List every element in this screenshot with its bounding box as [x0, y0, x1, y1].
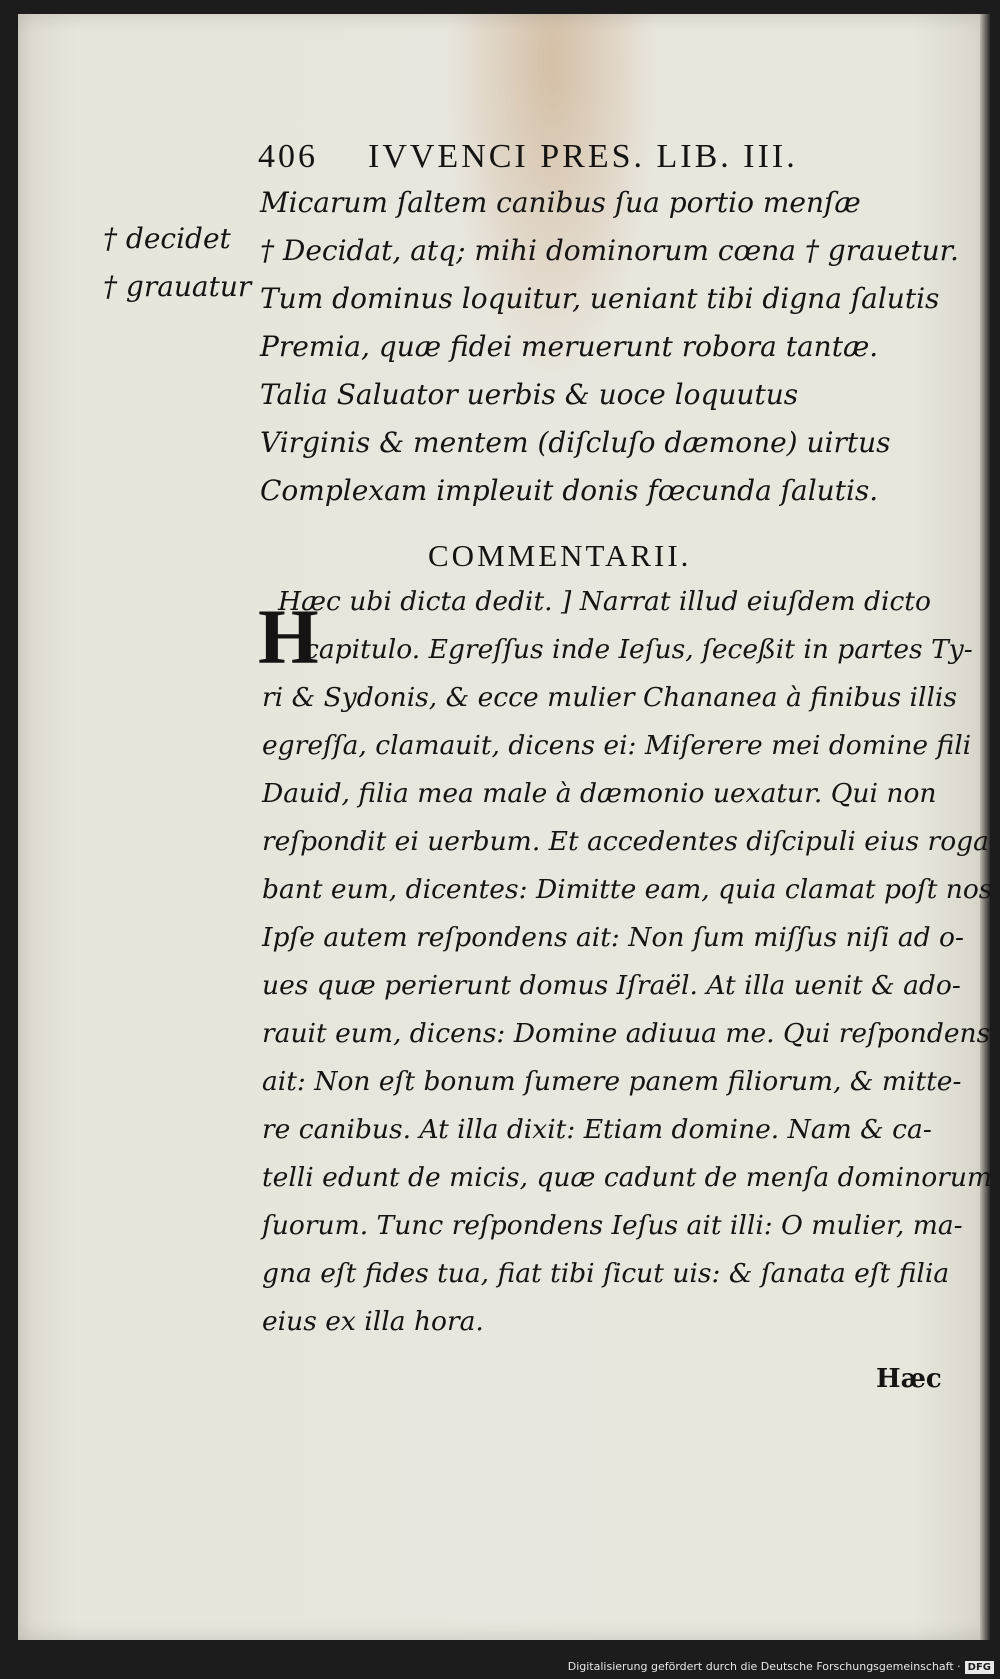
- footer-text: Digitalisierung gefördert durch die Deutsche Forschungsgemeinschaft ·: [567, 1660, 961, 1673]
- commentary-line: telli edunt de micis, quæ cadunt de menſa dominorum: [262, 1162, 993, 1193]
- catchword: Hæc: [876, 1364, 942, 1394]
- commentary-line: ues quæ perierunt domus Iſraël. At illa uenit & ado-: [262, 970, 961, 1001]
- commentary-line: Dauid, filia mea male à dæmonio uexatur. Qui non: [262, 778, 937, 809]
- drop-cap: H: [258, 593, 319, 680]
- commentary-line: capitulo. Egreſſus inde Ieſus, ſeceßit in partes Ty-: [304, 634, 973, 665]
- running-header: [258, 138, 938, 176]
- commentary-line: egreſſa, clamauit, dicens ei: Miſerere mei domine fili: [262, 730, 972, 761]
- commentary-line: rauit eum, dicens: Domine adiuua me. Qui reſpondens: [262, 1018, 991, 1049]
- dfg-logo: DFG: [965, 1661, 994, 1674]
- margin-note: † grauatur: [103, 270, 252, 303]
- commentary-line: gna eſt fides tua, fiat tibi ſicut uis: & ſanata eſt filia: [262, 1258, 950, 1289]
- verse-line: Premia, quæ fidei meruerunt robora tantæ.: [260, 330, 879, 363]
- verse-line: Tum dominus loquitur, ueniant tibi digna ſalutis: [260, 282, 940, 315]
- verse-line: † Decidat, atq; mihi dominorum cœna † grauetur.: [260, 234, 959, 267]
- commentary-line: re canibus. At illa dixit: Etiam domine. Nam & ca-: [262, 1114, 932, 1145]
- commentary-line: reſpondit ei uerbum. Et accedentes diſcipuli eius roga: [262, 826, 989, 857]
- running-title: IVVENCI PRES. LIB. III.: [368, 138, 798, 175]
- commentary-line: bant eum, dicentes: Dimitte eam, quia clamat poſt nos: [262, 874, 993, 905]
- verse-line: Talia Saluator uerbis & uoce loquutus: [260, 378, 799, 411]
- digitization-footer: [568, 1660, 994, 1674]
- margin-note: † decidet: [103, 222, 231, 255]
- commentary-title: COMMENTARII.: [428, 538, 692, 573]
- commentary-line: ſuorum. Tunc reſpondens Ieſus ait illi: O mulier, ma-: [262, 1210, 963, 1241]
- verse-line: Complexam impleuit donis fœcunda ſalutis.: [260, 474, 879, 507]
- commentary-line: eius ex illa hora.: [262, 1306, 484, 1337]
- commentary-line: ri & Sydonis, & ecce mulier Chananea à finibus illis: [262, 682, 957, 713]
- commentary-line: ait: Non eſt bonum ſumere panem filiorum, & mitte-: [262, 1066, 962, 1097]
- page-number: 406: [258, 138, 318, 175]
- commentary-line: Ipſe autem reſpondens ait: Non ſum miſſus niſi ad o-: [262, 922, 964, 953]
- verse-line: Virginis & mentem (diſcluſo dæmone) uirtus: [260, 426, 891, 459]
- commentary-line: Hæc ubi dicta dedit. ] Narrat illud eiuſdem dicto: [278, 586, 931, 617]
- verse-line: Micarum ſaltem canibus ſua portio menſæ: [260, 186, 861, 219]
